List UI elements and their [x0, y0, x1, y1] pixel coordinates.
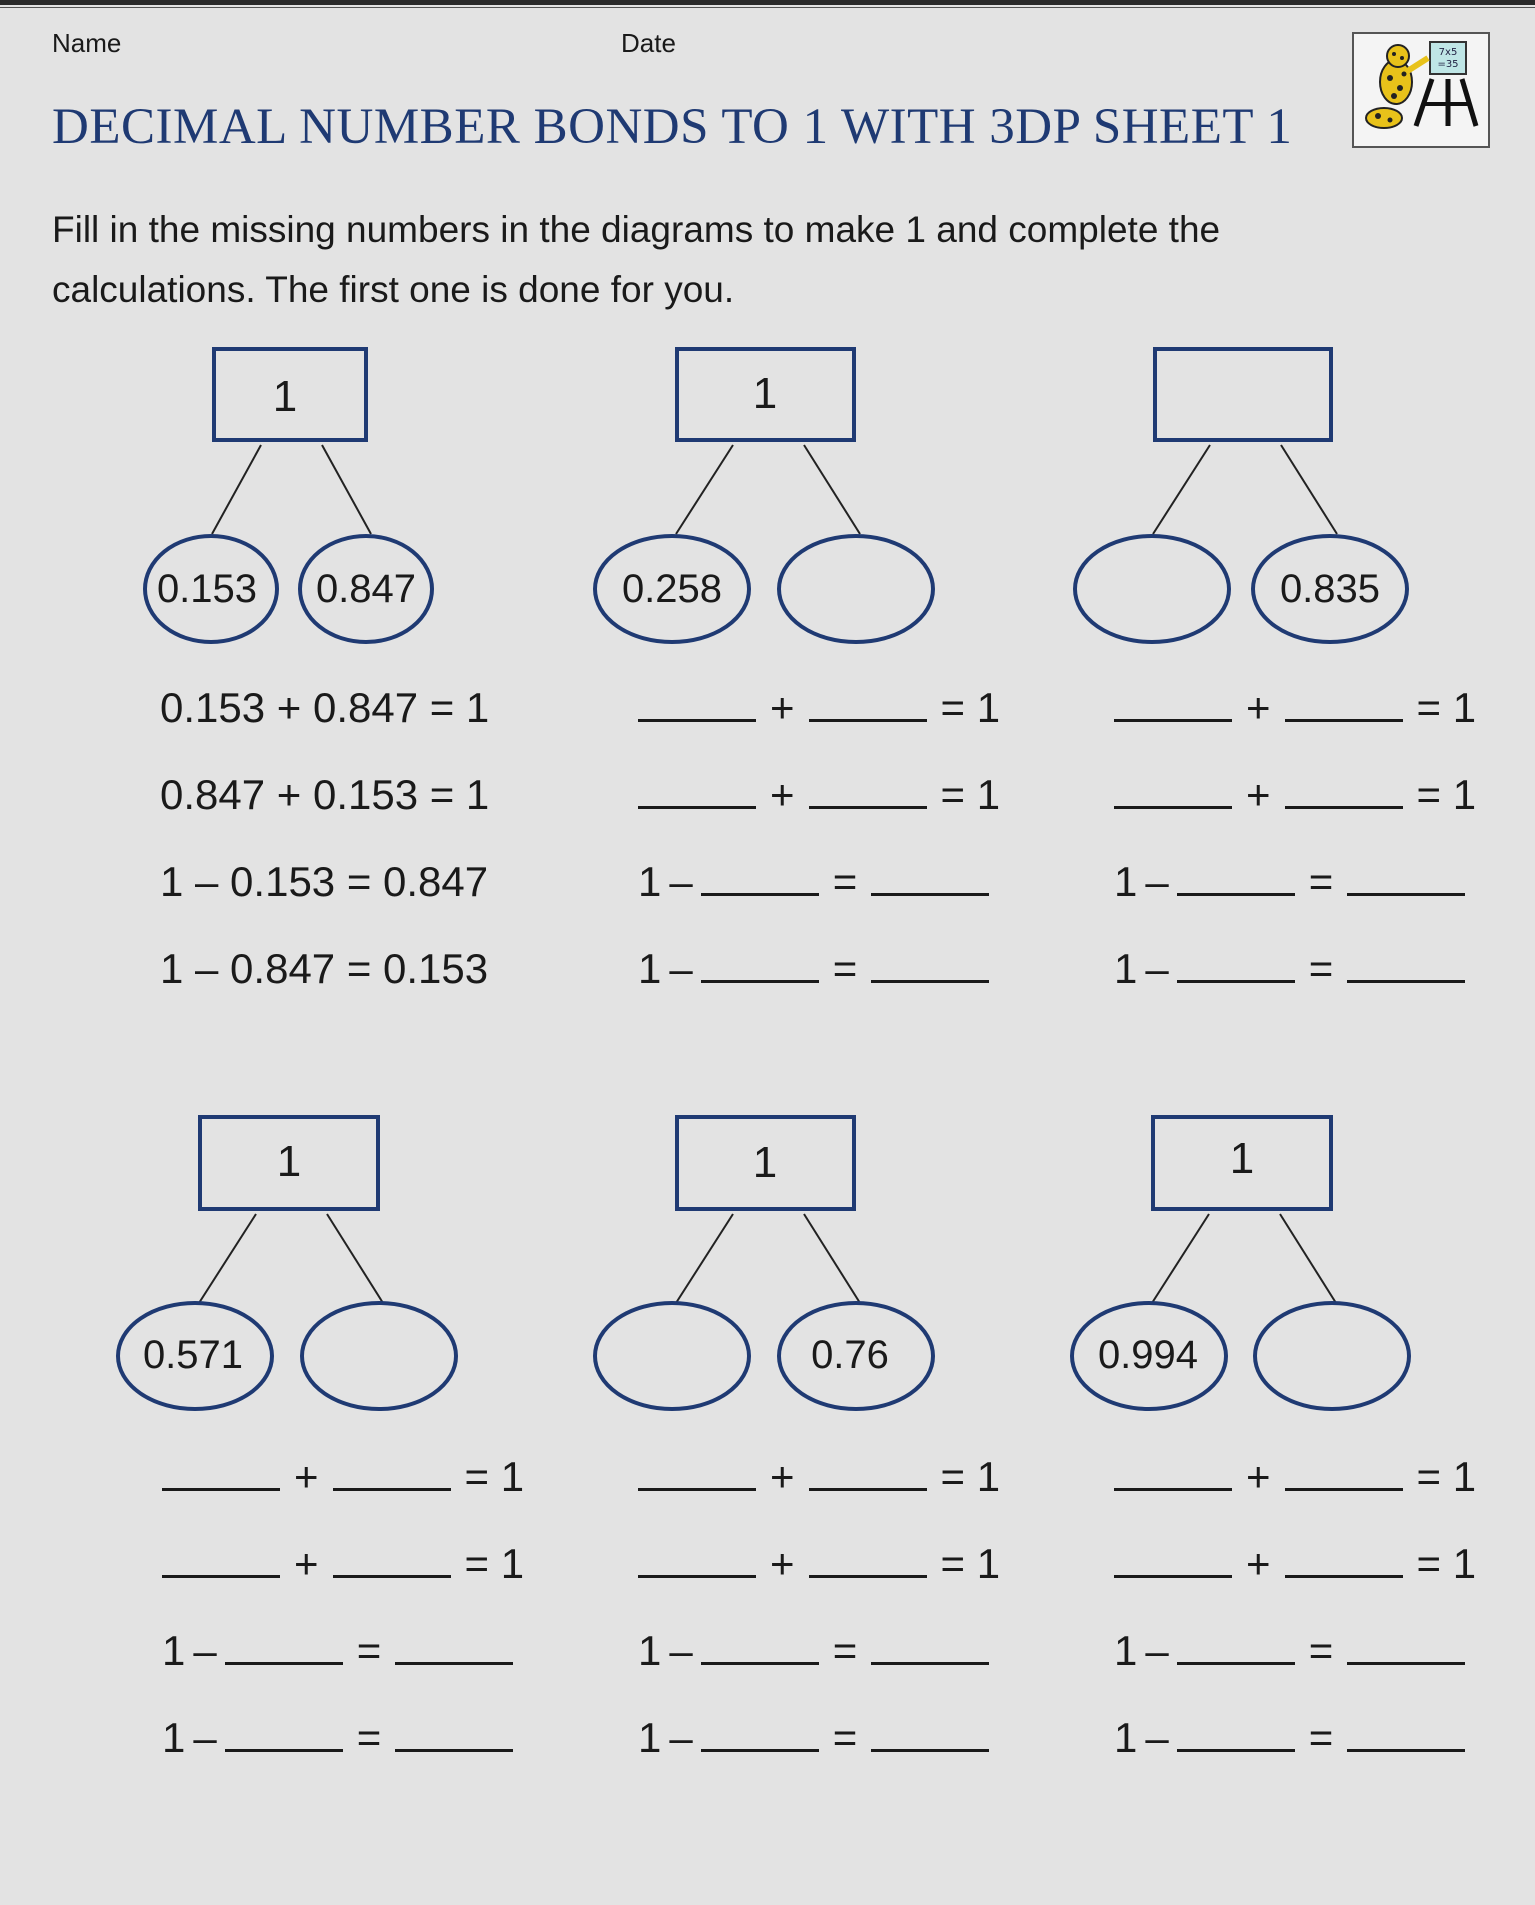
- answer-blank[interactable]: [701, 1715, 819, 1752]
- logo-text-1: 7x5: [1438, 47, 1458, 58]
- example-equation-1: 0.153 + 0.847 = 1: [160, 684, 490, 731]
- plus-sign: +: [294, 1453, 319, 1500]
- addition-equation: [1114, 684, 1490, 732]
- addition-equation: [1114, 771, 1490, 819]
- equals-one: = 1: [464, 1453, 525, 1500]
- answer-blank[interactable]: [1285, 685, 1403, 722]
- right-part-value: 0.76: [811, 1333, 889, 1377]
- one-value: 1: [162, 1627, 186, 1674]
- answer-blank[interactable]: [701, 1628, 819, 1665]
- answer-blank[interactable]: [701, 859, 819, 896]
- answer-blank[interactable]: [871, 1715, 989, 1752]
- equals-one: = 1: [940, 771, 1001, 818]
- left-part-circle: [595, 1303, 749, 1409]
- answer-blank[interactable]: [871, 1628, 989, 1665]
- subtraction-equation: [1114, 1627, 1465, 1675]
- equals-one: = 1: [1416, 684, 1477, 731]
- answer-blank[interactable]: [809, 1541, 927, 1578]
- answer-blank[interactable]: [162, 1454, 280, 1491]
- equals-one: = 1: [940, 684, 1001, 731]
- equals-sign: =: [832, 858, 858, 905]
- one-value: 1: [638, 858, 662, 905]
- equals-sign: =: [356, 1627, 382, 1674]
- answer-blank[interactable]: [871, 946, 989, 983]
- right-part-circle: [302, 1303, 456, 1409]
- right-part-value: 0.835: [1279, 567, 1381, 611]
- addition-equation: [638, 771, 1014, 819]
- addition-equation: [1114, 1453, 1490, 1501]
- answer-blank[interactable]: [162, 1541, 280, 1578]
- answer-blank[interactable]: [638, 772, 756, 809]
- minus-sign: –: [193, 1714, 217, 1761]
- plus-sign: +: [770, 684, 795, 731]
- answer-blank[interactable]: [1285, 1454, 1403, 1491]
- left-part-value: 0.571: [142, 1333, 244, 1377]
- example-equation-2: 0.847 + 0.153 = 1: [160, 771, 490, 818]
- answer-blank[interactable]: [333, 1454, 451, 1491]
- addition-equation: [162, 1453, 538, 1501]
- whole-value: 1: [1229, 1134, 1255, 1183]
- one-value: 1: [1114, 858, 1138, 905]
- answer-blank[interactable]: [395, 1715, 513, 1752]
- equals-sign: =: [1308, 945, 1334, 992]
- equals-one: = 1: [464, 1540, 525, 1587]
- one-value: 1: [1114, 1714, 1138, 1761]
- left-part-circle: [1075, 536, 1229, 642]
- answer-blank[interactable]: [1285, 1541, 1403, 1578]
- answer-blank[interactable]: [1177, 946, 1295, 983]
- equals-sign: =: [1308, 1714, 1334, 1761]
- one-value: 1: [638, 1714, 662, 1761]
- whole-value: 1: [752, 1138, 778, 1187]
- minus-sign: –: [1145, 945, 1169, 992]
- plus-sign: +: [770, 771, 795, 818]
- subtraction-equation: [1114, 1714, 1465, 1762]
- addition-equation: [1114, 1540, 1490, 1588]
- answer-blank[interactable]: [638, 685, 756, 722]
- equals-sign: =: [1308, 1627, 1334, 1674]
- example-equation-3: 1 – 0.153 = 0.847: [160, 858, 489, 905]
- equals-sign: =: [1308, 858, 1334, 905]
- whole-box: [1155, 349, 1331, 440]
- one-value: 1: [1114, 945, 1138, 992]
- equals-sign: =: [832, 1714, 858, 1761]
- example-equation-4: 1 – 0.847 = 0.153: [160, 945, 489, 992]
- one-value: 1: [638, 1627, 662, 1674]
- minus-sign: –: [669, 1627, 693, 1674]
- answer-blank[interactable]: [1177, 1628, 1295, 1665]
- minus-sign: –: [669, 1714, 693, 1761]
- answer-blank[interactable]: [809, 772, 927, 809]
- answer-blank[interactable]: [1177, 859, 1295, 896]
- answer-blank[interactable]: [225, 1715, 343, 1752]
- answer-blank[interactable]: [1347, 859, 1465, 896]
- equals-one: = 1: [1416, 771, 1477, 818]
- answer-blank[interactable]: [638, 1541, 756, 1578]
- subtraction-equation: [1114, 858, 1465, 906]
- plus-sign: +: [1246, 684, 1271, 731]
- date-label: Date: [621, 28, 676, 58]
- addition-equation: [638, 1540, 1014, 1588]
- minus-sign: –: [1145, 858, 1169, 905]
- plus-sign: +: [294, 1540, 319, 1587]
- minus-sign: –: [193, 1627, 217, 1674]
- one-value: 1: [162, 1714, 186, 1761]
- subtraction-equation: [162, 1627, 513, 1675]
- equals-one: = 1: [940, 1453, 1001, 1500]
- right-part-circle: [779, 536, 933, 642]
- subtraction-equation: [638, 1627, 989, 1675]
- plus-sign: +: [1246, 771, 1271, 818]
- left-part-value: 0.258: [621, 567, 723, 611]
- equals-one: = 1: [1416, 1540, 1477, 1587]
- plus-sign: +: [1246, 1453, 1271, 1500]
- one-value: 1: [638, 945, 662, 992]
- answer-blank[interactable]: [1114, 1454, 1232, 1491]
- answer-blank[interactable]: [1285, 772, 1403, 809]
- answer-blank[interactable]: [1347, 1628, 1465, 1665]
- subtraction-equation: [638, 945, 989, 993]
- right-part-circle: [1255, 1303, 1409, 1409]
- subtraction-equation: [638, 1714, 989, 1762]
- answer-blank[interactable]: [1347, 946, 1465, 983]
- answer-blank[interactable]: [1114, 772, 1232, 809]
- addition-equation: [638, 684, 1014, 732]
- instructions: Fill in the missing numbers in the diagrams to make 1 and complete the calculations. The first one is done for you.: [52, 209, 1221, 310]
- answer-blank[interactable]: [809, 1454, 927, 1491]
- plus-sign: +: [770, 1453, 795, 1500]
- whole-value: 1: [272, 372, 298, 421]
- minus-sign: –: [1145, 1714, 1169, 1761]
- answer-blank[interactable]: [871, 859, 989, 896]
- whole-value: 1: [276, 1137, 302, 1186]
- plus-sign: +: [1246, 1540, 1271, 1587]
- answer-blank[interactable]: [638, 1454, 756, 1491]
- minus-sign: –: [1145, 1627, 1169, 1674]
- logo-text-2: =35: [1437, 59, 1459, 70]
- answer-blank[interactable]: [1347, 1715, 1465, 1752]
- answer-blank[interactable]: [809, 685, 927, 722]
- answer-blank[interactable]: [395, 1628, 513, 1665]
- answer-blank[interactable]: [1114, 1541, 1232, 1578]
- answer-blank[interactable]: [1114, 685, 1232, 722]
- equals-sign: =: [356, 1714, 382, 1761]
- plus-sign: +: [770, 1540, 795, 1587]
- name-label: Name: [52, 28, 122, 58]
- left-part-value: 0.994: [1097, 1333, 1199, 1377]
- right-part-value: 0.847: [315, 567, 417, 611]
- answer-blank[interactable]: [225, 1628, 343, 1665]
- one-value: 1: [1114, 1627, 1138, 1674]
- subtraction-equation: [162, 1714, 513, 1762]
- addition-equation: [162, 1540, 538, 1588]
- addition-equation: [638, 1453, 1014, 1501]
- worksheet-title: DECIMAL NUMBER BONDS TO 1 WITH 3DP SHEET 1: [52, 99, 1293, 155]
- subtraction-equation: [638, 858, 989, 906]
- equals-sign: =: [832, 945, 858, 992]
- equals-one: = 1: [940, 1540, 1001, 1587]
- answer-blank[interactable]: [333, 1541, 451, 1578]
- minus-sign: –: [669, 945, 693, 992]
- minus-sign: –: [669, 858, 693, 905]
- answer-blank[interactable]: [701, 946, 819, 983]
- answer-blank[interactable]: [1177, 1715, 1295, 1752]
- equals-sign: =: [832, 1627, 858, 1674]
- whole-value: 1: [752, 369, 778, 418]
- left-part-value: 0.153: [156, 567, 258, 611]
- subtraction-equation: [1114, 945, 1465, 993]
- equals-one: = 1: [1416, 1453, 1477, 1500]
